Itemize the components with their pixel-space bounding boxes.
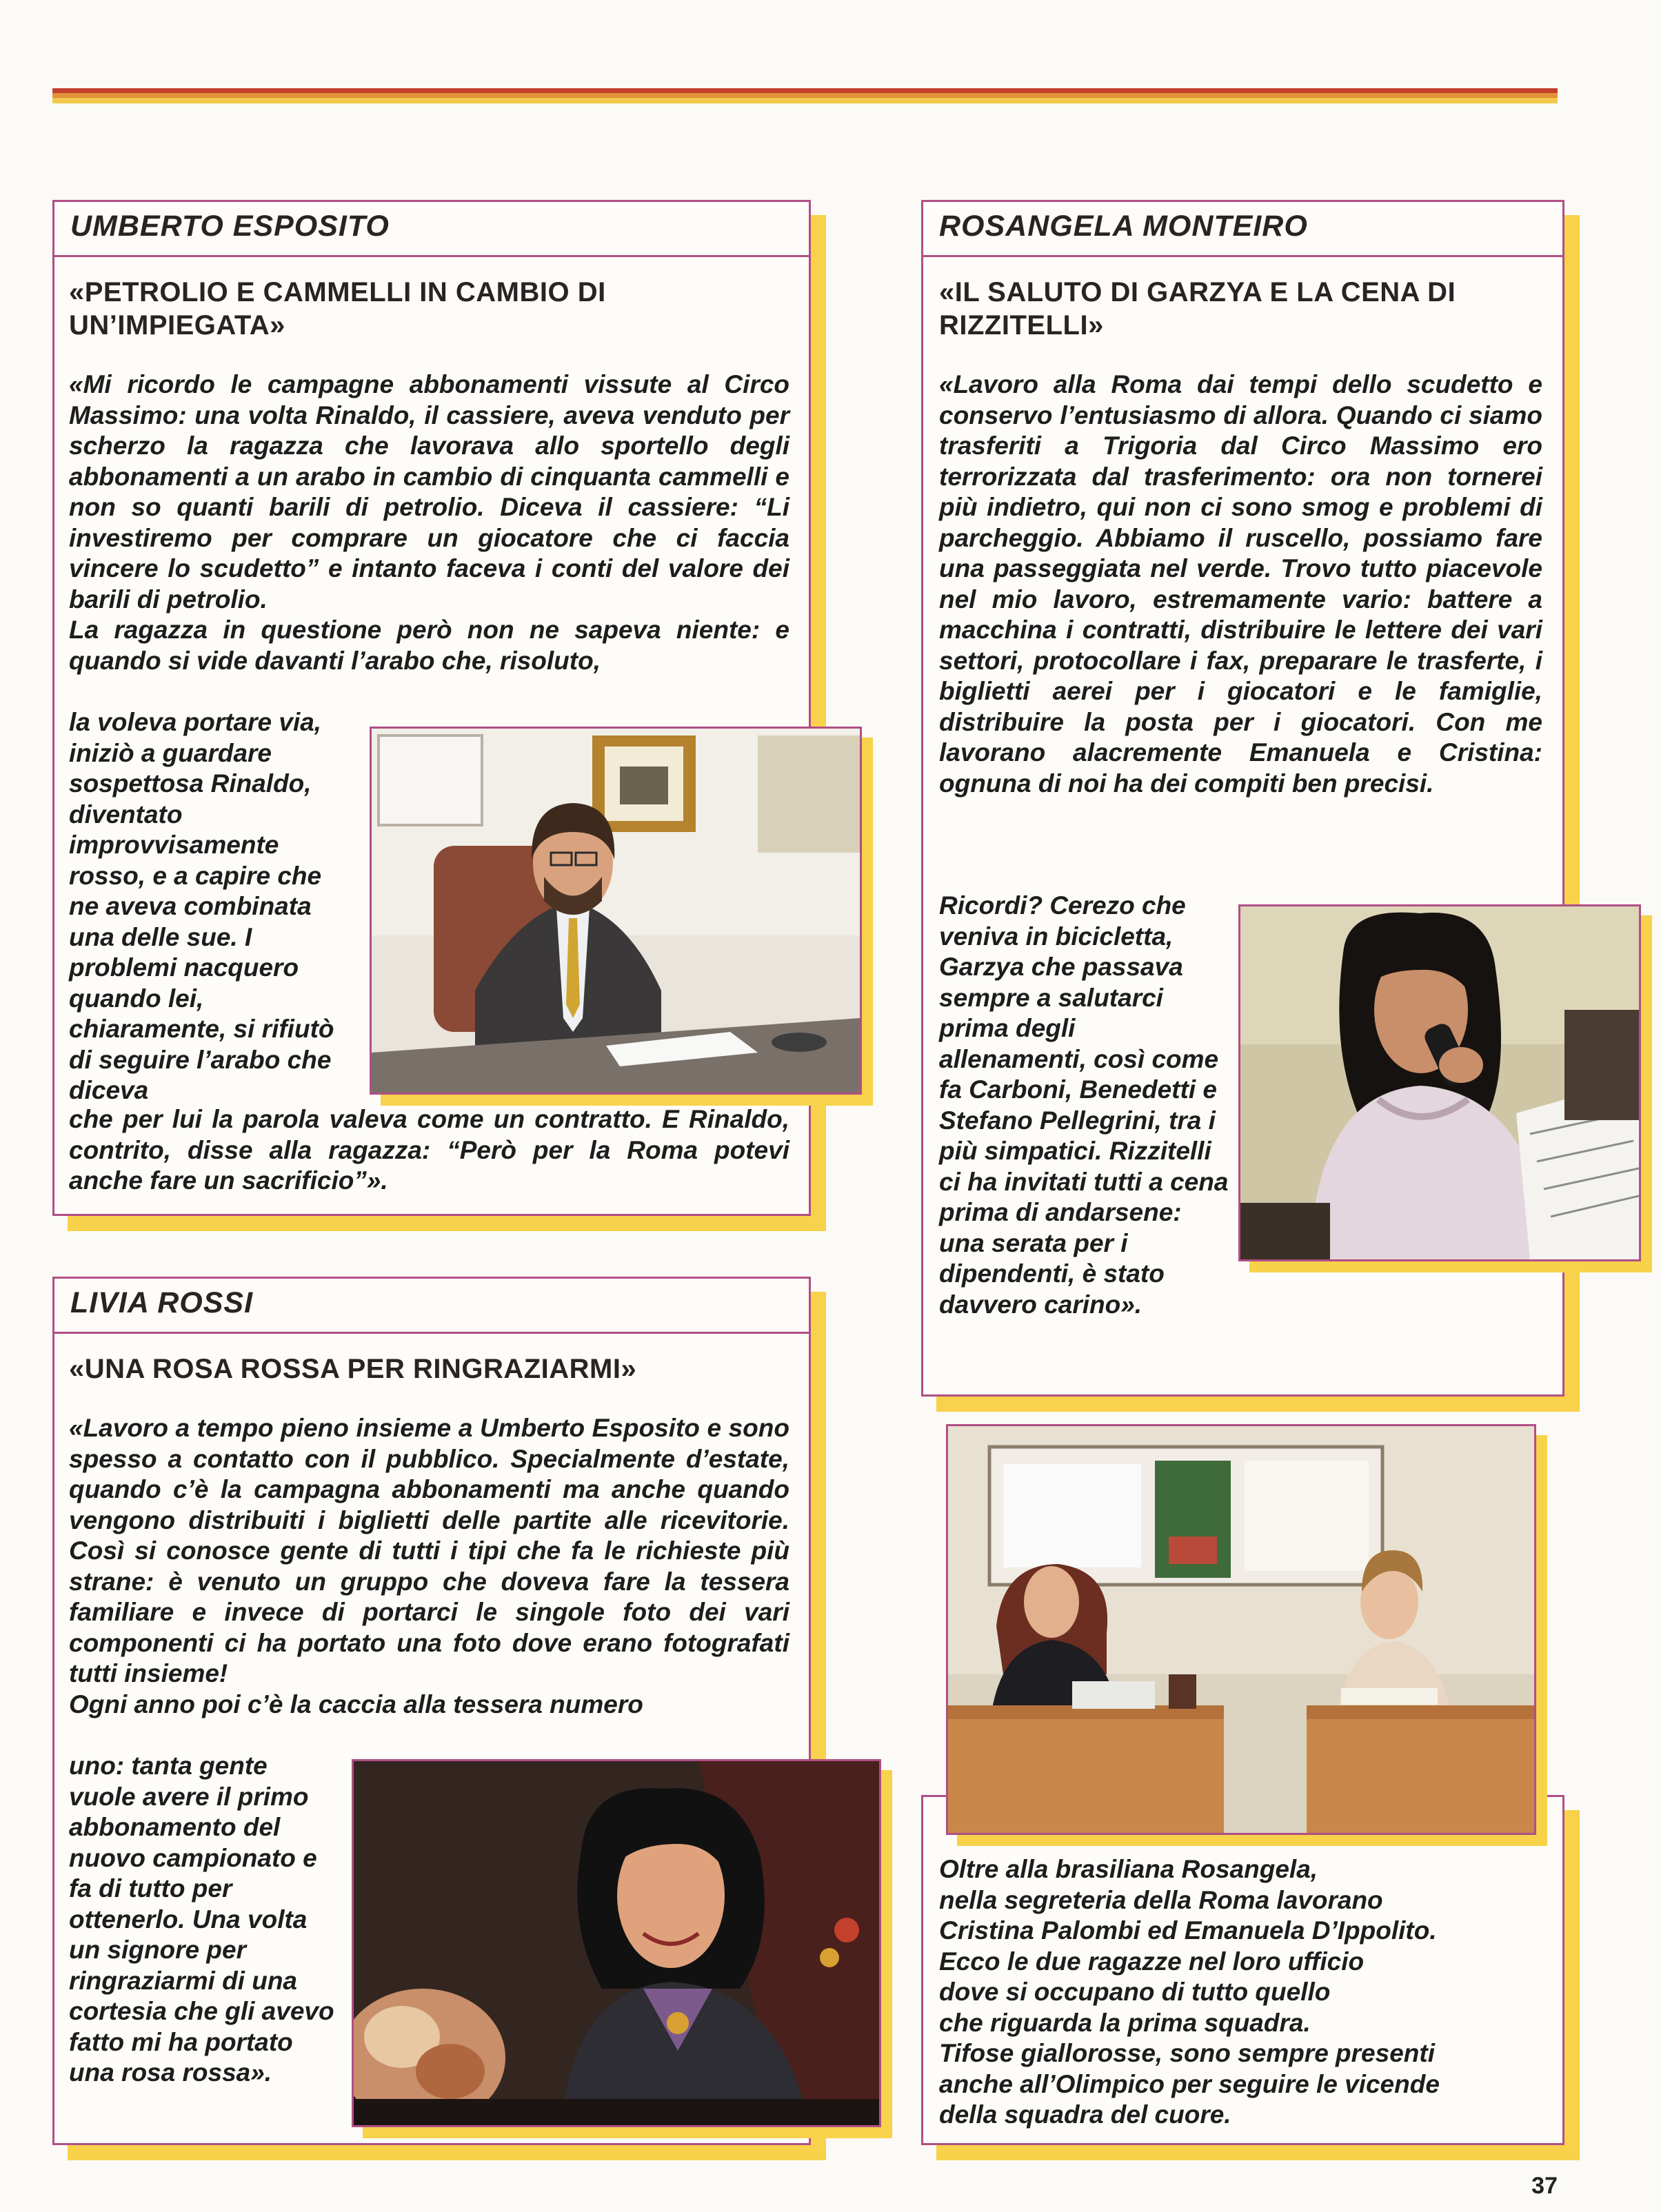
office-portrait-photo-icon [372,729,860,1093]
umberto-photo [370,727,862,1095]
umberto-headline: «PETROLIO E CAMMELLI IN CAMBIO DI UN’IMPIEGATA» [69,277,606,341]
umberto-body-side: la voleva portare via, iniziò a guardare sospettosa Rinaldo, diventato improvvisamente rosso, e a capire che ne aveva combinata una delle sue. I problemi nacquero quando lei, chiaramente, si rifiutò di seguire l’arabo che diceva [69,708,334,1104]
umberto-body-top: «Mi ricordo le campagne abbonamenti vissute al Circo Massimo: una volta Rinaldo, il cassiere, aveva venduto per scherzo la ragazza che lavorava allo sportello degli abbonamenti a un arabo in cambio di cinquanta cammelli e non so quanti barili di petrolio. Diceva il cassiere: “Li investiremo per comprare un giocatore che ci faccia vincere lo scudetto” e intanto faceva i conti del valore dei barili di petrolio. La ragazza in questione però non ne sapeva niente: e quando si vide davanti l’arabo che, risoluto, [69,370,789,675]
rosangela-photo [1238,904,1641,1261]
top-stripe-red [52,88,1558,93]
livia-photo [352,1759,881,2127]
livia-headline: «UNA ROSA ROSSA PER RINGRAZIARMI» [69,1354,637,1384]
livia-body-side: uno: tanta gente vuole avere il primo abbonamento del nuovo campionato e fa di tutto per ottenerlo. Una volta un signore per ringraziarmi di una cortesia che gli avevo fatto mi ha portato una rosa rossa». [69,1752,334,2087]
rosangela-body-side: Ricordi? Cerezo che veniva in bicicletta, Garzya che passava sempre a salutarci prima degli allenamenti, così come fa Carboni, Benedetti e Stefano Pellegrini, tra i più simpatici. Rizzitelli ci ha invitati tutti a cena prima di andarsene: una serata per i dipendenti, è stato davvero carino». [939,891,1229,1319]
umberto-name-rule [54,255,809,257]
rosangela-name-rule [923,255,1562,257]
page-number: 37 [1531,2173,1558,2199]
livia-body-top: «Lavoro a tempo pieno insieme a Umberto Esposito e sono spesso a contatto con il pubblico. Specialmente d’estate, quando c’è la campagna abbonamenti ma anche quando vengono distribuiti i biglietti delle partite alle ricevitorie. Così si conosce gente di tutti i tipi che fa le richieste più strane: è venuto un gruppo che doveva fare la tessera familiare e invece di portarci le singole foto dei vari componenti ci ha portato una foto dove erano fotografati tutti insieme! Ogni anno poi c’è la caccia alla tessera numero [69,1414,789,1718]
umberto-body-bottom: che per lui la parola valeva come un contratto. E Rinaldo, contrito, disse alla ragazza: “Però per la Roma potevi anche fare un sacrificio”». [69,1105,789,1195]
woman-on-phone-photo-icon [1240,906,1639,1259]
top-stripe-yellow [52,98,1558,103]
livia-name: LIVIA ROSSI [70,1286,254,1319]
rosangela-headline: «IL SALUTO DI GARZYA E LA CENA DI RIZZITELLI» [939,277,1456,341]
rosangela-body-top: «Lavoro alla Roma dai tempi dello scudetto e conservo l’entusiasmo di allora. Quando ci siamo trasferiti a Trigoria dal Circo Massimo ero terrorizzata dal trasferimento: ora non tornerei più indietro, qui non ci sono smog e problemi di parcheggio. Abbiamo il ruscello, possiamo fare una passeggiata nel verde. Trovo tutto piacevole nel mio lavoro, estremamente vario: battere a macchina i contratti, distribuire le lettere dei vari settori, protocollare i fax, preparare le trasferte, i biglietti aerei per i giocatori e le famiglie, distribuire la posta per i giocatori. Con me lavorano alacremente Emanuela e Cristina: ognuna di noi ha dei compiti ben precisi. [939,370,1542,798]
top-stripe-orange [52,93,1558,98]
rosangela-name: ROSANGELA MONTEIRO [939,210,1308,243]
two-women-office-photo-icon [948,1426,1534,1833]
woman-with-flowers-photo-icon [354,1761,879,2125]
office-photo [946,1424,1536,1835]
umberto-name: UMBERTO ESPOSITO [70,210,390,243]
livia-name-rule [54,1332,809,1334]
office-caption: Oltre alla brasiliana Rosangela, nella segreteria della Roma lavorano Cristina Palombi ed Emanuela D’Ippolito. Ecco le due ragazze nel loro ufficio dove si occupano di tutto quello che riguarda la prima squadra. Tifose giallorosse, sono sempre presenti anche all’Olimpico per seguire le vicende della squadra del cuore. [939,1855,1440,2129]
